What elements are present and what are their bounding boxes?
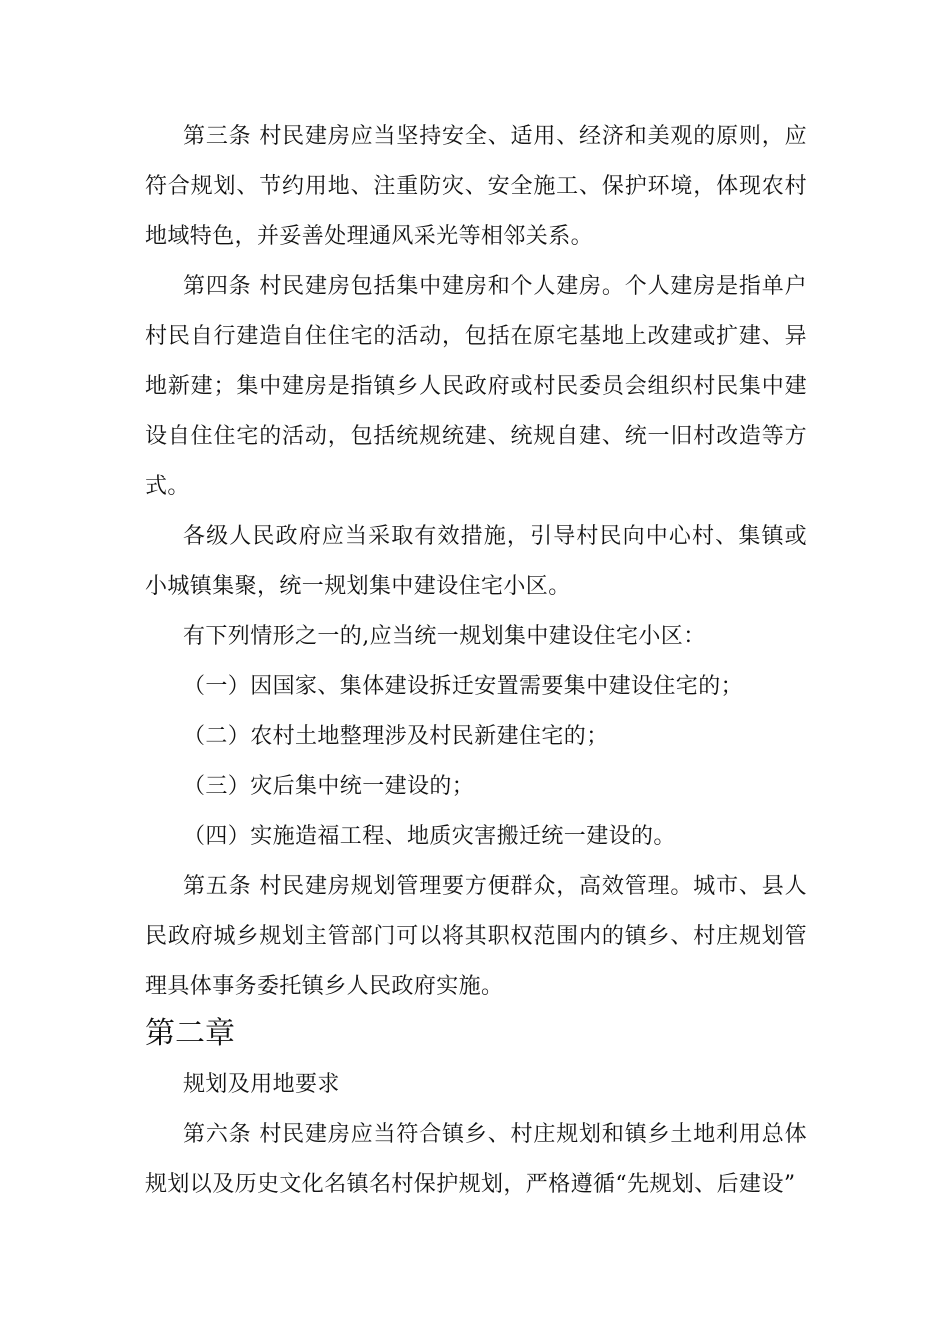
article-4-paragraph: 第四条 村民建房包括集中建房和个人建房。个人建房是指单户村民自行建造自住住宅的活动，包括在原宅基地上改建或扩建、异地新建；集中建房是指镇乡人民政府或村民委员会组织村民集中建设自住住宅的活动，包括统规统建、统规自建、统一旧村改造等方式。: [145, 274, 807, 499]
article-5-paragraph: 第五条 村民建房规划管理要方便群众，高效管理。城市、县人民政府城乡规划主管部门可以将其职权范围内的镇乡、村庄规划管理具体事务委托镇乡人民政府实施。: [145, 874, 807, 999]
condition-item-4: （四）实施造福工程、地质灾害搬迁统一建设的。: [183, 824, 676, 849]
article-3-paragraph: 第三条 村民建房应当坚持安全、适用、经济和美观的原则，应符合规划、节约用地、注重防灾、安全施工、保护环境，体现农村地域特色，并妥善处理通风采光等相邻关系。: [145, 124, 807, 249]
condition-item-3: （三）灾后集中统一建设的；: [183, 774, 475, 799]
conditions-intro-paragraph: 有下列情形之一的,应当统一规划集中建设住宅小区：: [183, 624, 706, 649]
condition-item-2: （二）农村土地整理涉及村民新建住宅的；: [183, 724, 609, 749]
document-body: [145, 112, 807, 1210]
guidance-paragraph: 各级人民政府应当采取有效措施，引导村民向中心村、集镇或小城镇集聚，统一规划集中建设住宅小区。: [145, 524, 807, 599]
condition-item-1: （一）因国家、集体建设拆迁安置需要集中建设住宅的；: [183, 674, 744, 699]
chapter-heading: 第二章: [145, 1016, 235, 1051]
chapter-subtitle: 规划及用地要求: [183, 1072, 340, 1097]
article-6-paragraph: 第六条 村民建房应当符合镇乡、村庄规划和镇乡土地利用总体规划以及历史文化名镇名村保护规划，严格遵循“先规划、后建设”: [145, 1122, 807, 1197]
